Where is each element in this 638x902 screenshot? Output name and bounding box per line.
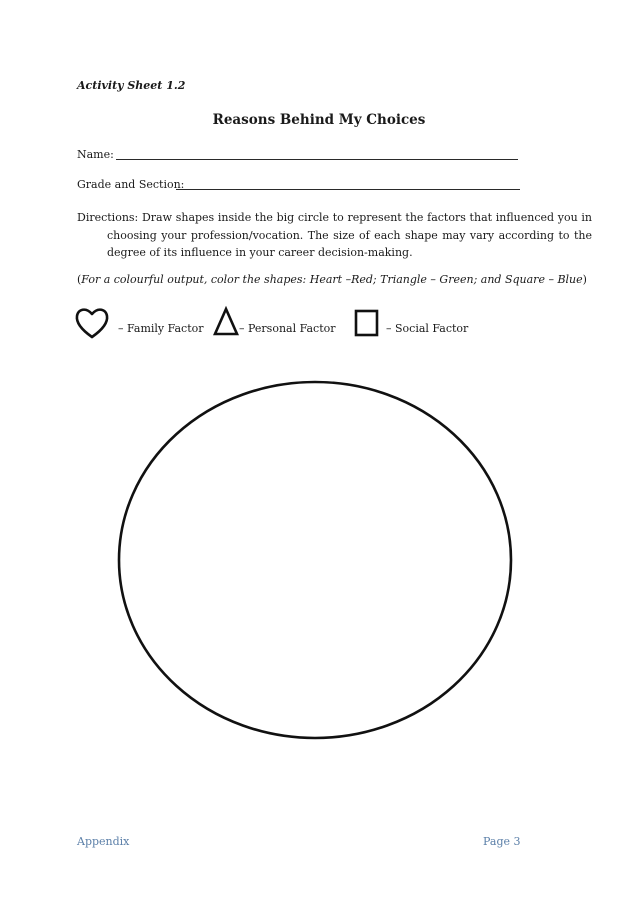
grade-section-label: Grade and Section: bbox=[77, 178, 185, 191]
note-open-paren: ( bbox=[77, 273, 82, 286]
legend-family-label: – Family Factor bbox=[118, 322, 204, 335]
page-title: Reasons Behind My Choices bbox=[212, 112, 426, 128]
footer-page-number: Page 3 bbox=[483, 835, 521, 848]
factors-circle[interactable] bbox=[119, 382, 511, 738]
triangle-icon bbox=[215, 309, 237, 334]
directions-text: Directions: Draw shapes inside the big circle to represent the factors that influenced you in choosing your profession/vocation. The size of each shape may vary according to the degree of its influence in your career decision-making. bbox=[77, 211, 592, 259]
activity-sheet-label: Activity Sheet 1.2 bbox=[77, 79, 186, 92]
square-icon bbox=[356, 311, 377, 335]
footer-appendix: Appendix bbox=[77, 835, 130, 848]
legend-personal-label: – Personal Factor bbox=[239, 322, 336, 335]
legend-social-label: – Social Factor bbox=[386, 322, 469, 335]
note-close-paren: ) bbox=[582, 273, 587, 286]
name-label: Name: bbox=[77, 148, 114, 161]
note-text: For a colourful output, color the shapes: Heart –Red; Triangle – Green; and Square – Blue bbox=[81, 273, 583, 286]
heart-icon bbox=[77, 310, 107, 337]
